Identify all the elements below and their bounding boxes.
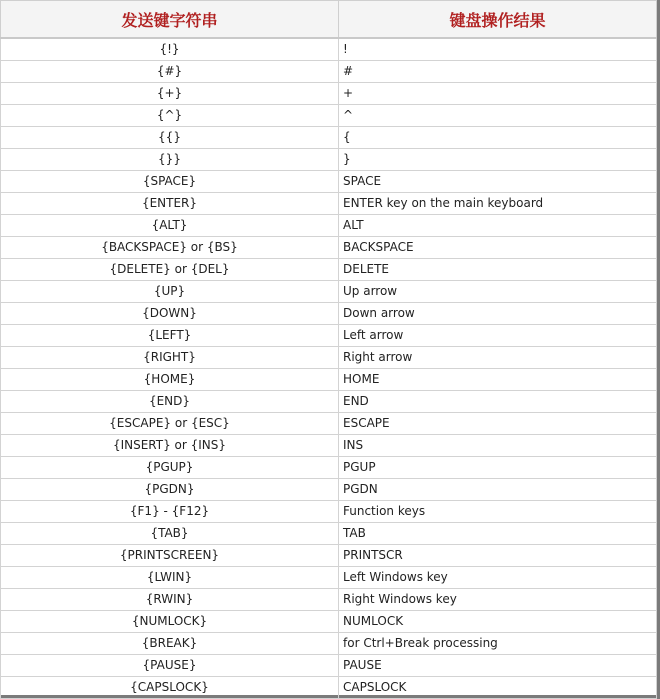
table-row [1, 611, 657, 633]
table-row [1, 567, 657, 589]
result-cell: { [339, 127, 657, 149]
key-cell: {+} [1, 83, 339, 105]
key-cell: {ESCAPE} or {ESC} [1, 413, 339, 435]
result-cell: SPACE [339, 171, 657, 193]
table-row [1, 457, 657, 479]
result-cell: Left arrow [339, 325, 657, 347]
key-cell: {DOWN} [1, 303, 339, 325]
result-cell: ENTER key on the main keyboard [339, 193, 657, 215]
result-cell: Up arrow [339, 281, 657, 303]
result-cell: CAPSLOCK [339, 677, 657, 699]
table-row [1, 237, 657, 259]
key-cell: {ENTER} [1, 193, 339, 215]
table-row [1, 435, 657, 457]
result-cell: PGUP [339, 457, 657, 479]
key-cell: {ALT} [1, 215, 339, 237]
result-cell: Left Windows key [339, 567, 657, 589]
table-row [1, 545, 657, 567]
column-header-result: 键盘操作结果 [339, 1, 657, 39]
key-cell: {^} [1, 105, 339, 127]
table-row [1, 523, 657, 545]
table-row [1, 303, 657, 325]
result-cell: Function keys [339, 501, 657, 523]
result-cell: HOME [339, 369, 657, 391]
key-cell: {#} [1, 61, 339, 83]
table-row [1, 413, 657, 435]
result-cell: Right arrow [339, 347, 657, 369]
table-row [1, 369, 657, 391]
key-cell: {UP} [1, 281, 339, 303]
result-cell: BACKSPACE [339, 237, 657, 259]
table-row [1, 83, 657, 105]
result-cell: TAB [339, 523, 657, 545]
table-row [1, 479, 657, 501]
result-cell: + [339, 83, 657, 105]
key-cell: {RIGHT} [1, 347, 339, 369]
result-cell: Right Windows key [339, 589, 657, 611]
table-row [1, 589, 657, 611]
table-row [1, 391, 657, 413]
key-cell: {END} [1, 391, 339, 413]
table-row [1, 677, 657, 699]
column-header-keys: 发送键字符串 [1, 1, 339, 39]
key-cell: {PGUP} [1, 457, 339, 479]
key-cell: {INSERT} or {INS} [1, 435, 339, 457]
result-cell: # [339, 61, 657, 83]
key-cell: {{} [1, 127, 339, 149]
key-cell: {RWIN} [1, 589, 339, 611]
table-body [1, 38, 657, 699]
key-cell: {F1} - {F12} [1, 501, 339, 523]
table-row [1, 193, 657, 215]
result-cell: ^ [339, 105, 657, 127]
key-cell: {CAPSLOCK} [1, 677, 339, 699]
result-cell: NUMLOCK [339, 611, 657, 633]
result-cell: } [339, 149, 657, 171]
key-cell: {PAUSE} [1, 655, 339, 677]
result-cell: ALT [339, 215, 657, 237]
table-row [1, 105, 657, 127]
table-row [1, 215, 657, 237]
result-cell: ! [339, 38, 657, 61]
key-cell: {BACKSPACE} or {BS} [1, 237, 339, 259]
result-cell: END [339, 391, 657, 413]
table-row [1, 149, 657, 171]
table-row [1, 259, 657, 281]
result-cell: PGDN [339, 479, 657, 501]
key-cell: {SPACE} [1, 171, 339, 193]
key-cell: {DELETE} or {DEL} [1, 259, 339, 281]
table-row [1, 501, 657, 523]
result-cell: ESCAPE [339, 413, 657, 435]
key-cell: {LEFT} [1, 325, 339, 347]
table-row [1, 38, 657, 61]
table-row [1, 325, 657, 347]
key-cell: {NUMLOCK} [1, 611, 339, 633]
result-cell: Down arrow [339, 303, 657, 325]
result-cell: for Ctrl+Break processing [339, 633, 657, 655]
key-cell: {PGDN} [1, 479, 339, 501]
result-cell: DELETE [339, 259, 657, 281]
result-cell: PRINTSCR [339, 545, 657, 567]
result-cell: INS [339, 435, 657, 457]
key-cell: {!} [1, 38, 339, 61]
table-row [1, 633, 657, 655]
key-cell: {TAB} [1, 523, 339, 545]
table-row [1, 655, 657, 677]
table-header-row [1, 1, 657, 39]
key-cell: {}} [1, 149, 339, 171]
table-row [1, 347, 657, 369]
key-cell: {PRINTSCREEN} [1, 545, 339, 567]
table-row [1, 281, 657, 303]
table-row [1, 171, 657, 193]
result-cell: PAUSE [339, 655, 657, 677]
key-cell: {HOME} [1, 369, 339, 391]
table-row [1, 127, 657, 149]
table-row [1, 61, 657, 83]
key-cell: {BREAK} [1, 633, 339, 655]
key-cell: {LWIN} [1, 567, 339, 589]
